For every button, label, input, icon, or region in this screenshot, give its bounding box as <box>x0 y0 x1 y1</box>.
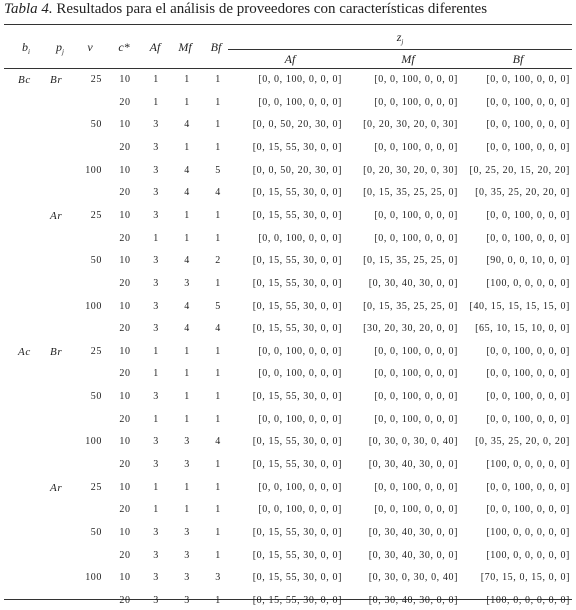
cell-bf: 1 <box>215 391 221 403</box>
cell-c: 10 <box>119 300 131 312</box>
cell-bf: 1 <box>215 481 221 493</box>
cell-af: 3 <box>153 119 159 131</box>
cell-af: 3 <box>153 323 159 335</box>
cell-af: 1 <box>153 232 159 244</box>
cell-mf: 3 <box>184 459 190 471</box>
cell-af: 3 <box>153 436 159 448</box>
cell-z-bf: [90, 0, 0, 10, 0, 0] <box>486 255 570 267</box>
cell-bf: 1 <box>215 119 221 131</box>
cell-z-bf: [100, 0, 0, 0, 0, 0] <box>486 277 570 289</box>
cell-z-af: [0, 0, 100, 0, 0, 0] <box>258 232 342 244</box>
header-z-subscript: j <box>401 38 404 46</box>
cell-af: 1 <box>153 504 159 516</box>
cell-z-bf: [0, 0, 100, 0, 0, 0] <box>486 368 570 380</box>
cell-z-af: [0, 15, 55, 30, 0, 0] <box>252 527 342 538</box>
cell-z-mf: [0, 0, 100, 0, 0, 0] <box>374 368 458 380</box>
cell-bf: 1 <box>215 527 221 538</box>
cell-v: 100 <box>85 164 102 176</box>
cell-af: 3 <box>153 277 159 289</box>
cell-z-bf: [100, 0, 0, 0, 0, 0] <box>486 459 570 471</box>
cell-z-af: [0, 15, 55, 30, 0, 0] <box>252 277 342 289</box>
cell-af: 1 <box>153 74 159 85</box>
cell-v: 50 <box>90 527 102 538</box>
header-z: $z_j$ <box>396 30 404 46</box>
header-z-af: Af <box>284 52 296 66</box>
cell-c: 10 <box>119 436 131 448</box>
cell-p: Br <box>50 74 63 86</box>
cell-p: Br <box>50 345 63 358</box>
table-title: Resultados para el análisis de proveedores con características diferentes <box>56 1 488 17</box>
cell-bf: 2 <box>215 255 221 267</box>
cell-af: 3 <box>153 255 159 267</box>
cell-v: 100 <box>85 300 102 312</box>
cell-z-mf: [0, 0, 100, 0, 0, 0] <box>374 413 458 425</box>
cell-c: 20 <box>119 459 131 471</box>
cell-c: 20 <box>119 96 131 108</box>
cell-mf: 1 <box>184 141 190 153</box>
cell-z-mf: [0, 30, 40, 30, 0, 0] <box>368 549 458 561</box>
cell-c: 20 <box>119 187 131 199</box>
cell-af: 3 <box>153 141 159 153</box>
cell-z-af: [0, 15, 55, 30, 0, 0] <box>252 572 342 584</box>
cell-p: Ar <box>50 209 63 222</box>
cell-z-af: [0, 0, 50, 20, 30, 0] <box>252 119 342 131</box>
cell-z-af: [0, 0, 100, 0, 0, 0] <box>258 413 342 425</box>
cell-af: 1 <box>153 413 159 425</box>
cell-bf: 4 <box>215 323 221 335</box>
cell-mf: 1 <box>184 74 190 85</box>
cell-mf: 1 <box>184 504 190 516</box>
cell-c: 10 <box>119 572 131 584</box>
cell-c: 10 <box>119 255 131 267</box>
cell-bf: 1 <box>215 232 221 244</box>
cell-z-bf: [0, 35, 25, 20, 0, 20] <box>475 436 570 448</box>
cell-z-mf: [0, 0, 100, 0, 0, 0] <box>374 481 458 493</box>
cell-mf: 3 <box>184 572 190 584</box>
table-caption <box>4 1 487 18</box>
cell-mf: 1 <box>184 232 190 244</box>
cell-z-bf: [65, 10, 15, 10, 0, 0] <box>475 323 570 335</box>
cell-af: 3 <box>153 391 159 403</box>
cell-z-bf: [0, 0, 100, 0, 0, 0] <box>486 391 570 403</box>
cell-z-mf: [0, 20, 30, 20, 0, 30] <box>363 119 458 131</box>
cell-bf: 5 <box>215 300 221 312</box>
cell-z-af: [0, 0, 100, 0, 0, 0] <box>258 481 342 493</box>
cell-mf: 3 <box>184 436 190 448</box>
cell-z-bf: [0, 0, 100, 0, 0, 0] <box>486 345 570 357</box>
header-c: c* <box>118 40 130 54</box>
cell-z-bf: [100, 0, 0, 0, 0, 0] <box>486 527 570 538</box>
cell-af: 1 <box>153 368 159 380</box>
cell-z-af: [0, 15, 55, 30, 0, 0] <box>252 549 342 561</box>
cell-z-mf: [0, 30, 40, 30, 0, 0] <box>368 459 458 471</box>
cell-v: 25 <box>90 74 102 85</box>
cell-z-bf: [0, 0, 100, 0, 0, 0] <box>486 141 570 153</box>
cell-z-af: [0, 15, 55, 30, 0, 0] <box>252 209 342 221</box>
cell-bf: 1 <box>215 209 221 221</box>
cell-z-af: [0, 0, 50, 20, 30, 0] <box>252 164 342 176</box>
header-p-subscript: j <box>62 48 64 56</box>
cell-bf: 5 <box>215 164 221 176</box>
cell-bf: 3 <box>215 572 221 584</box>
cell-z-mf: [0, 0, 100, 0, 0, 0] <box>374 74 458 85</box>
cell-bf: 1 <box>215 368 221 380</box>
cell-z-bf: [0, 0, 100, 0, 0, 0] <box>486 119 570 131</box>
cell-z-af: [0, 15, 55, 30, 0, 0] <box>252 459 342 471</box>
cell-z-bf: [0, 0, 100, 0, 0, 0] <box>486 413 570 425</box>
cell-z-bf: [70, 15, 0, 15, 0, 0] <box>480 572 570 584</box>
cell-z-mf: [0, 15, 35, 25, 25, 0] <box>363 255 458 267</box>
cell-af: 3 <box>153 300 159 312</box>
cell-mf: 3 <box>184 549 190 561</box>
cell-z-mf: [0, 20, 30, 20, 0, 30] <box>363 164 458 176</box>
cell-c: 20 <box>119 594 131 606</box>
cell-mf: 3 <box>184 527 190 538</box>
cell-c: 20 <box>119 141 131 153</box>
cell-mf: 1 <box>184 413 190 425</box>
cell-bf: 1 <box>215 96 221 108</box>
cell-af: 1 <box>153 345 159 357</box>
cell-z-af: [0, 15, 55, 30, 0, 0] <box>252 255 342 267</box>
cell-mf: 4 <box>184 255 190 267</box>
cell-v: 25 <box>90 209 102 221</box>
cell-af: 3 <box>153 187 159 199</box>
cell-z-mf: [0, 0, 100, 0, 0, 0] <box>374 504 458 516</box>
header-v: v <box>87 40 93 54</box>
cell-z-bf: [0, 0, 100, 0, 0, 0] <box>486 74 570 85</box>
cell-z-af: [0, 15, 55, 30, 0, 0] <box>252 391 342 403</box>
cell-c: 20 <box>119 413 131 425</box>
cell-p: Ar <box>50 481 63 494</box>
cell-af: 3 <box>153 549 159 561</box>
cell-v: 50 <box>90 391 102 403</box>
cell-mf: 1 <box>184 368 190 380</box>
cell-bf: 1 <box>215 345 221 357</box>
cell-bf: 1 <box>215 74 221 85</box>
cell-c: 10 <box>119 527 131 538</box>
cell-mf: 1 <box>184 345 190 357</box>
cell-mf: 3 <box>184 277 190 289</box>
cell-c: 10 <box>119 164 131 176</box>
cell-z-af: [0, 15, 55, 30, 0, 0] <box>252 300 342 312</box>
cell-v: 25 <box>90 481 102 493</box>
header-z-bf: Bf <box>512 52 524 66</box>
header-b-subscript: i <box>28 48 30 56</box>
cell-z-mf: [0, 30, 0, 30, 0, 40] <box>368 436 458 448</box>
header-mf: Mf <box>178 40 192 54</box>
cell-z-mf: [0, 0, 100, 0, 0, 0] <box>374 141 458 153</box>
cell-c: 20 <box>119 549 131 561</box>
z-group-rule <box>228 49 572 50</box>
cell-z-af: [0, 0, 100, 0, 0, 0] <box>258 345 342 357</box>
cell-z-af: [0, 15, 55, 30, 0, 0] <box>252 187 342 199</box>
cell-v: 25 <box>90 345 102 357</box>
header-rule <box>4 68 572 69</box>
cell-bf: 1 <box>215 549 221 561</box>
cell-z-af: [0, 0, 100, 0, 0, 0] <box>258 74 342 85</box>
cell-bf: 1 <box>215 459 221 471</box>
cell-v: 100 <box>85 436 102 448</box>
cell-mf: 4 <box>184 323 190 335</box>
cell-c: 10 <box>119 345 131 357</box>
cell-v: 50 <box>90 119 102 131</box>
cell-af: 3 <box>153 527 159 538</box>
table-label: Tabla 4. <box>4 1 53 17</box>
cell-z-bf: [40, 15, 15, 15, 15, 0] <box>469 300 570 312</box>
top-rule <box>4 24 572 25</box>
cell-mf: 1 <box>184 391 190 403</box>
cell-z-mf: [0, 0, 100, 0, 0, 0] <box>374 345 458 357</box>
cell-z-bf: [0, 0, 100, 0, 0, 0] <box>486 481 570 493</box>
header-z-mf: Mf <box>401 52 415 66</box>
cell-af: 3 <box>153 459 159 471</box>
cell-af: 1 <box>153 96 159 108</box>
cell-bf: 1 <box>215 504 221 516</box>
cell-mf: 1 <box>184 209 190 221</box>
cell-af: 1 <box>153 481 159 493</box>
cell-mf: 1 <box>184 481 190 493</box>
cell-z-bf: [0, 0, 100, 0, 0, 0] <box>486 504 570 516</box>
cell-z-bf: [0, 0, 100, 0, 0, 0] <box>486 96 570 108</box>
cell-bf: 1 <box>215 141 221 153</box>
cell-mf: 4 <box>184 187 190 199</box>
cell-z-mf: [0, 30, 40, 30, 0, 0] <box>368 527 458 538</box>
cell-z-mf: [0, 0, 100, 0, 0, 0] <box>374 96 458 108</box>
cell-c: 10 <box>119 119 131 131</box>
cell-mf: 4 <box>184 300 190 312</box>
cell-mf: 4 <box>184 164 190 176</box>
cell-c: 20 <box>119 277 131 289</box>
cell-z-mf: [0, 30, 40, 30, 0, 0] <box>368 594 458 606</box>
cell-af: 3 <box>153 572 159 584</box>
cell-z-mf: [0, 0, 100, 0, 0, 0] <box>374 391 458 403</box>
cell-z-af: [0, 15, 55, 30, 0, 0] <box>252 141 342 153</box>
cell-af: 3 <box>153 594 159 606</box>
cell-z-bf: [0, 35, 25, 20, 20, 0] <box>475 187 570 199</box>
cell-bf: 4 <box>215 187 221 199</box>
cell-z-mf: [0, 30, 40, 30, 0, 0] <box>368 277 458 289</box>
cell-z-af: [0, 0, 100, 0, 0, 0] <box>258 96 342 108</box>
cell-z-mf: [0, 30, 0, 30, 0, 40] <box>368 572 458 584</box>
cell-c: 20 <box>119 232 131 244</box>
cell-bf: 1 <box>215 594 221 606</box>
cell-c: 10 <box>119 209 131 221</box>
cell-c: 10 <box>119 74 131 85</box>
cell-bf: 1 <box>215 413 221 425</box>
cell-z-bf: [0, 25, 20, 15, 20, 20] <box>469 164 570 176</box>
cell-af: 3 <box>153 209 159 221</box>
cell-mf: 1 <box>184 96 190 108</box>
cell-z-af: [0, 0, 100, 0, 0, 0] <box>258 368 342 380</box>
cell-z-mf: [0, 15, 35, 25, 25, 0] <box>363 300 458 312</box>
cell-c: 10 <box>119 391 131 403</box>
header-bf: Bf <box>210 40 222 54</box>
cell-af: 3 <box>153 164 159 176</box>
cell-mf: 4 <box>184 119 190 131</box>
cell-v: 100 <box>85 572 102 584</box>
cell-z-mf: [0, 0, 100, 0, 0, 0] <box>374 232 458 244</box>
cell-c: 20 <box>119 504 131 516</box>
header-b: $b_i$ <box>22 40 30 56</box>
cell-z-mf: [0, 15, 35, 25, 25, 0] <box>363 187 458 199</box>
cell-z-af: [0, 15, 55, 30, 0, 0] <box>252 594 342 606</box>
header-p: $p_j$ <box>56 40 64 56</box>
cell-z-af: [0, 15, 55, 30, 0, 0] <box>252 323 342 335</box>
cell-c: 20 <box>119 323 131 335</box>
cell-b: Ac <box>18 345 31 358</box>
cell-z-mf: [0, 0, 100, 0, 0, 0] <box>374 209 458 221</box>
cell-v: 50 <box>90 255 102 267</box>
cell-z-bf: [100, 0, 0, 0, 0, 0] <box>486 549 570 561</box>
cell-z-bf: [0, 0, 100, 0, 0, 0] <box>486 209 570 221</box>
cell-b: Bc <box>18 74 31 86</box>
cell-z-af: [0, 0, 100, 0, 0, 0] <box>258 504 342 516</box>
cell-bf: 4 <box>215 436 221 448</box>
cell-z-mf: [30, 20, 30, 20, 0, 0] <box>363 323 458 335</box>
cell-z-bf: [100, 0, 0, 0, 0, 0] <box>486 594 570 606</box>
cell-z-bf: [0, 0, 100, 0, 0, 0] <box>486 232 570 244</box>
header-af: Af <box>149 40 161 54</box>
cell-c: 10 <box>119 481 131 493</box>
cell-c: 20 <box>119 368 131 380</box>
cell-mf: 3 <box>184 594 190 606</box>
cell-bf: 1 <box>215 277 221 289</box>
cell-z-af: [0, 15, 55, 30, 0, 0] <box>252 436 342 448</box>
